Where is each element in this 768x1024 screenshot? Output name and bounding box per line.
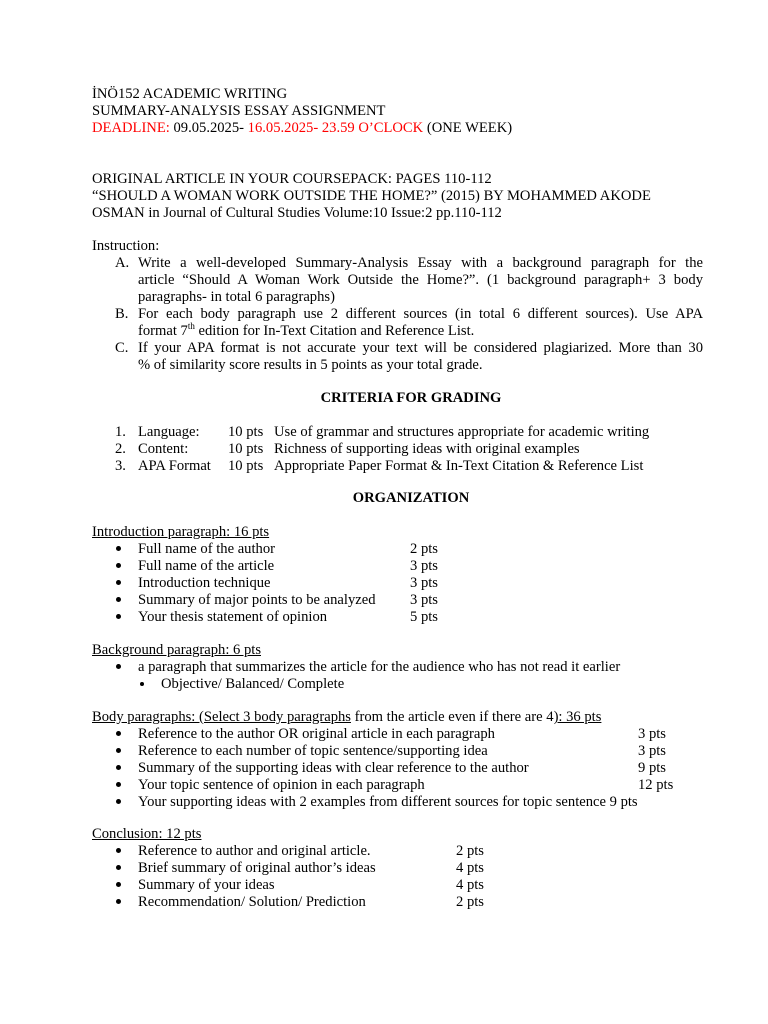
- bullet-icon: [115, 860, 123, 868]
- instruction-b-line-2: format 7th edition for In-Text Citation and Reference List.: [138, 321, 475, 339]
- list-subitem: Objective/ Balanced/ Complete: [161, 676, 345, 692]
- item-pts: 2 pts: [410, 541, 438, 557]
- organization-title: ORGANIZATION: [352, 490, 470, 506]
- deadline-old: 09.05.2025-: [169, 120, 248, 136]
- list-item: Your supporting ideas with 2 examples from different sources for topic sentence 9 pts: [138, 794, 638, 810]
- list-item: Summary of major points to be analyzed: [138, 592, 376, 608]
- item-pts: 12 pts: [638, 777, 674, 793]
- bullet-icon: [115, 541, 123, 549]
- instruction-c-line-1: If your APA format is not accurate your text will be considered plagiarized. More than 30: [138, 340, 703, 356]
- instruction-a-line-3: paragraphs- in total 6 paragraphs): [138, 289, 335, 305]
- source-line-1: ORIGINAL ARTICLE IN YOUR COURSEPACK: PAGES 110-112: [92, 171, 492, 187]
- criteria-name: Content:: [138, 441, 189, 457]
- list-item: Full name of the article: [138, 558, 275, 574]
- instruction-marker-a: A.: [115, 255, 130, 271]
- criteria-desc: Use of grammar and structures appropriate for academic writing: [274, 424, 650, 440]
- item-pts: 5 pts: [410, 609, 438, 625]
- criteria-pts: 10 pts: [228, 441, 264, 457]
- source-line-2: “SHOULD A WOMAN WORK OUTSIDE THE HOME?” (2015) BY MOHAMMED AKODE: [92, 188, 651, 204]
- list-item: Introduction technique: [138, 575, 271, 591]
- instruction-a-line-2: article “Should A Woman Work Outside the Home?”. (1 background paragraph+ 3 body: [138, 272, 703, 288]
- deadline-note: (ONE WEEK): [423, 120, 513, 136]
- list-item: Reference to author and original article.: [138, 843, 371, 859]
- instruction-marker-c: C.: [115, 340, 129, 356]
- list-item: Full name of the author: [138, 541, 275, 557]
- item-pts: 3 pts: [638, 726, 666, 742]
- bullet-icon: [115, 843, 123, 851]
- square-bullet-icon: [140, 676, 148, 684]
- bullet-icon: [115, 558, 123, 566]
- instruction-b-line-1: For each body paragraph use 2 different sources (in total 6 different sources). Use APA: [138, 306, 703, 322]
- item-pts: 2 pts: [456, 894, 484, 910]
- background-heading: Background paragraph: 6 pts: [92, 642, 261, 658]
- bullet-icon: [115, 794, 123, 802]
- criteria-num: 2.: [115, 441, 126, 457]
- bullet-icon: [115, 877, 123, 885]
- list-item: Summary of your ideas: [138, 877, 275, 893]
- item-pts: 3 pts: [638, 743, 666, 759]
- criteria-num: 3.: [115, 458, 126, 474]
- assignment-title: SUMMARY-ANALYSIS ESSAY ASSIGNMENT: [92, 103, 386, 119]
- bullet-icon: [115, 894, 123, 902]
- criteria-pts: 10 pts: [228, 458, 264, 474]
- criteria-name: Language:: [138, 424, 200, 440]
- item-pts: 2 pts: [456, 843, 484, 859]
- bullet-icon: [115, 726, 123, 734]
- list-item: Your topic sentence of opinion in each paragraph: [138, 777, 425, 793]
- list-item: Reference to the author OR original article in each paragraph: [138, 726, 495, 742]
- deadline-line: [92, 120, 512, 137]
- criteria-pts: 10 pts: [228, 424, 264, 440]
- list-item: a paragraph that summarizes the article for the audience who has not read it earlier: [138, 659, 621, 675]
- item-pts: 3 pts: [410, 575, 438, 591]
- list-item: Brief summary of original author’s ideas: [138, 860, 376, 876]
- criteria-num: 1.: [115, 424, 126, 440]
- bullet-icon: [115, 659, 123, 667]
- course-title: İNÖ152 ACADEMIC WRITING: [92, 86, 288, 102]
- item-pts: 9 pts: [638, 760, 666, 776]
- source-line-3: OSMAN in Journal of Cultural Studies Volume:10 Issue:2 pp.110-112: [92, 205, 502, 221]
- bullet-icon: [115, 760, 123, 768]
- instruction-c-line-2: % of similarity score results in 5 points as your total grade.: [138, 357, 483, 373]
- bullet-icon: [115, 777, 123, 785]
- bullet-icon: [115, 575, 123, 583]
- criteria-desc: Appropriate Paper Format & In-Text Citation & Reference List: [274, 458, 644, 474]
- body-heading: Body paragraphs: (Select 3 body paragraphs from the article even if there are 4): 36 pts: [92, 709, 602, 725]
- item-pts: 3 pts: [410, 592, 438, 608]
- instruction-marker-b: B.: [115, 306, 129, 322]
- intro-heading: Introduction paragraph: 16 pts: [92, 524, 270, 540]
- list-item: Reference to each number of topic sentence/supporting idea: [138, 743, 488, 759]
- list-item: Your thesis statement of opinion: [138, 609, 328, 625]
- criteria-name: APA Format: [138, 458, 211, 474]
- deadline-new: 16.05.2025- 23.59 O’CLOCK: [247, 120, 424, 136]
- list-item: Summary of the supporting ideas with clear reference to the author: [138, 760, 529, 776]
- bullet-icon: [115, 592, 123, 600]
- list-item: Recommendation/ Solution/ Prediction: [138, 894, 366, 910]
- deadline-label: DEADLINE:: [92, 120, 170, 136]
- bullet-icon: [115, 609, 123, 617]
- conclusion-heading: Conclusion: 12 pts: [92, 826, 202, 842]
- instruction-a-line-1: Write a well-developed Summary-Analysis Essay with a background paragraph for the: [138, 255, 703, 271]
- item-pts: 4 pts: [456, 877, 484, 893]
- item-pts: 4 pts: [456, 860, 484, 876]
- item-pts: 3 pts: [410, 558, 438, 574]
- instruction-label: Instruction:: [92, 238, 160, 254]
- criteria-title: CRITERIA FOR GRADING: [320, 390, 502, 406]
- criteria-desc: Richness of supporting ideas with original examples: [274, 441, 580, 457]
- bullet-icon: [115, 743, 123, 751]
